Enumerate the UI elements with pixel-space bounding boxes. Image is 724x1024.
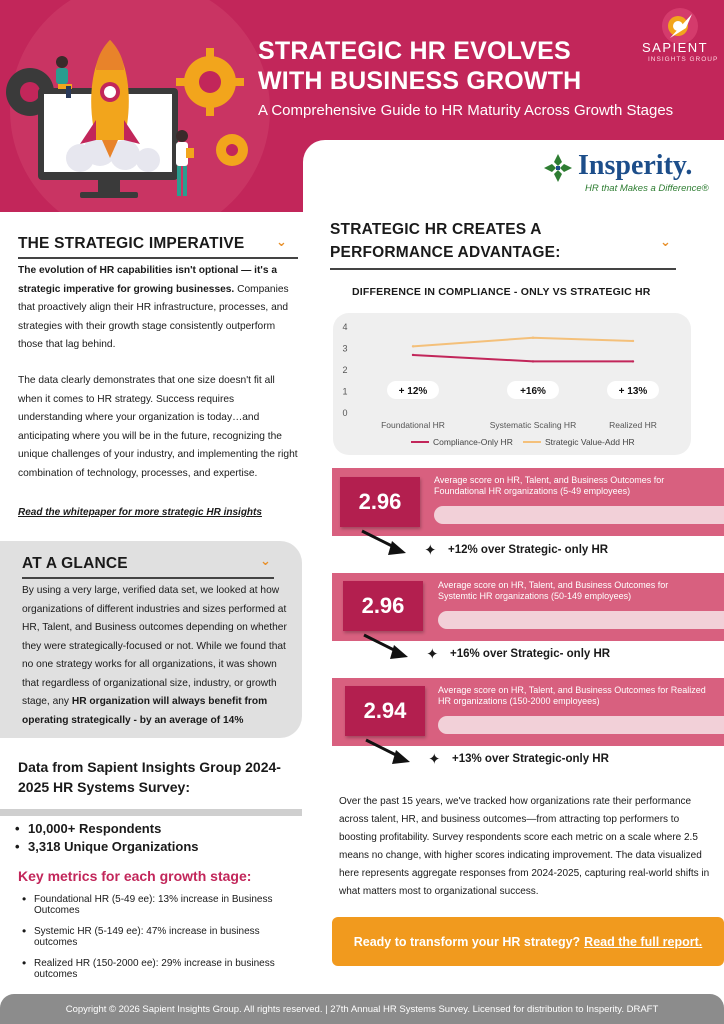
arrow-icon: [362, 736, 422, 776]
insperity-logo-icon: [542, 152, 574, 184]
y-tick-label: 4: [342, 322, 348, 332]
sparkle-icon: ✦: [428, 751, 441, 768]
chevron-down-icon[interactable]: ⌄: [660, 234, 671, 249]
card-description: Average score on HR, Talent, and Business Outcomes for Systemtic HR organizations (50-149 employees): [438, 580, 669, 601]
page-subtitle: A Comprehensive Guide to HR Maturity Across Growth Stages: [258, 102, 674, 119]
score-badge: 2.94: [345, 686, 425, 736]
legend-label: Strategic Value-Add HR: [545, 437, 635, 447]
sparkle-icon: ✦: [426, 646, 439, 663]
imperative-bold-lead: The evolution of HR capabilities isn't optional — it's a strategic imperative for growing businesses.: [18, 265, 277, 295]
advantage-heading-line2: PERFORMANCE ADVANTAGE:: [330, 244, 561, 261]
data-point: [632, 360, 634, 362]
legend-label: Compliance-Only HR: [433, 437, 513, 447]
series-line: [413, 355, 633, 361]
y-tick-label: 3: [342, 343, 348, 354]
cta-banner[interactable]: [332, 917, 724, 966]
divider: [18, 257, 298, 259]
data-point: [532, 360, 534, 362]
card-bar: [438, 611, 724, 629]
glance-bold-text: HR organization will always benefit from operating strategically - by an average of 14%: [22, 696, 268, 726]
advantage-heading: [330, 218, 630, 264]
sapient-subname: INSIGHTS GROUP: [648, 56, 719, 63]
y-tick-label: 2: [342, 365, 348, 375]
glance-paragraph: [22, 582, 294, 730]
advantage-heading-line1: STRATEGIC HR CREATES A: [330, 221, 542, 238]
data-point: [412, 345, 414, 347]
card-description: Average score on HR, Talent, and Business Outcomes for Foundational HR organizations (5-49 employees): [434, 475, 665, 496]
insperity-tagline: HR that Makes a Difference®: [585, 183, 709, 194]
delta-label: +12% over Strategic- only HR: [448, 544, 609, 556]
survey-heading: Data from Sapient Insights Group 2024-2025 HR Systems Survey:: [18, 759, 281, 795]
delta-label: +13% over Strategic-only HR: [452, 753, 609, 765]
chevron-down-icon[interactable]: ⌄: [260, 553, 271, 568]
person-icon: [176, 130, 194, 196]
series-line: [413, 338, 633, 347]
card-bar: [434, 506, 724, 524]
score-badge: 2.96: [343, 581, 423, 631]
line-chart: [333, 313, 691, 455]
rocket-illustration-icon: [0, 0, 250, 212]
card-bar: [438, 716, 724, 734]
imperative-paragraph-2: The data clearly demonstrates that one size doesn't fit all when it comes to HR strategy. Success requires understanding where your organization is today…and anticipating where you will be in the future, recognizing the unique challenges of your industry, and implementing the right combination of technology, processes, and expertise.: [18, 375, 298, 479]
chart-title: DIFFERENCE IN COMPLIANCE - ONLY VS STRATEGIC HR: [352, 286, 651, 298]
chevron-down-icon[interactable]: ⌄: [276, 234, 287, 249]
annotation-label: +16%: [520, 386, 546, 397]
cta-lead: Ready to transform your HR strategy?: [353, 934, 581, 949]
divider: [330, 268, 676, 270]
arrow-icon: [358, 527, 418, 567]
x-tick-label: Foundational HR: [381, 420, 445, 430]
metrics-heading: Key metrics for each growth stage:: [18, 868, 252, 884]
list-item: • 10,000+ Respondents: [28, 820, 199, 838]
sparkle-icon: ✦: [424, 542, 437, 559]
full-report-link[interactable]: Read the full report.: [584, 934, 703, 949]
y-tick-label: 1: [342, 386, 348, 397]
arrow-icon: [360, 631, 420, 671]
list-item: • Realized HR (150-2000 ee): 29% increase in business outcomes: [34, 958, 296, 980]
imperative-para1-rest: Companies that proactively align their HR infrastructure, processes, and strategies with their growth stage consistently outperform those that lag behind.: [18, 283, 289, 350]
x-tick-label: Realized HR: [609, 420, 657, 430]
list-item: • Systemic HR (5-149 ee): 47% increase in business outcomes: [34, 926, 296, 948]
survey-bullets: [28, 820, 199, 856]
methodology-paragraph: Over the past 15 years, we've tracked how organizations rate their performance across talent, HR, and business outcomes—from attracting top performers to boosting profitability. Survey respondents score each metric on a scale where 2.5 means no change, with higher scores indicating improvement. The data visualized here represents aggregate responses from 2024-2025, capturing real-world shifts in what matters most to organizational success.: [339, 796, 710, 897]
delta-label: +16% over Strategic- only HR: [450, 648, 611, 660]
divider: [22, 577, 274, 579]
footer: Copyright © 2026 Sapient Insights Group. All rights reserved. | 27th Annual HR Systems Survey. Licensed for distribution to Insperity. DRAFT: [0, 994, 724, 1024]
metrics-list: [34, 894, 296, 990]
card-description: Average score on HR, Talent, and Business Outcomes for Realized HR organizations (150-2000 employees): [438, 685, 706, 706]
annotation-label: + 12%: [398, 386, 428, 397]
page-title: STRATEGIC HR EVOLVES WITH BUSINESS GROWTH: [258, 37, 582, 95]
insperity-name: Insperity.: [578, 150, 693, 181]
x-tick-label: Systematic Scaling HR: [489, 420, 577, 430]
divider: [0, 809, 302, 816]
glance-heading: AT A GLANCE: [22, 555, 128, 572]
imperative-heading: THE STRATEGIC IMPERATIVE: [18, 235, 245, 252]
data-point: [532, 337, 534, 339]
list-item: • Foundational HR (5-49 ee): 13% increase in Business Outcomes: [34, 894, 296, 916]
imperative-paragraph-1: [18, 262, 300, 355]
list-item: • 3,318 Unique Organizations: [28, 838, 199, 856]
data-point: [412, 354, 414, 356]
annotation-label: + 13%: [618, 386, 648, 397]
whitepaper-link[interactable]: Read the whitepaper for more strategic HR insights: [18, 507, 262, 518]
sapient-name: SAPIENT: [642, 40, 709, 55]
glance-text: By using a very large, verified data set, we looked at how organizations of different industries and sizes performed at HR, Talent, and Business outcomes depending on whether they were strategically-focused or not. While we found that no one strategy works for all organizations, it was shown that regardless of organizational size, industry, or growth stage, any: [22, 585, 287, 707]
y-tick-label: 0: [342, 408, 348, 418]
gear-icon: [176, 48, 244, 116]
score-badge: 2.96: [340, 477, 420, 527]
data-point: [632, 340, 634, 342]
